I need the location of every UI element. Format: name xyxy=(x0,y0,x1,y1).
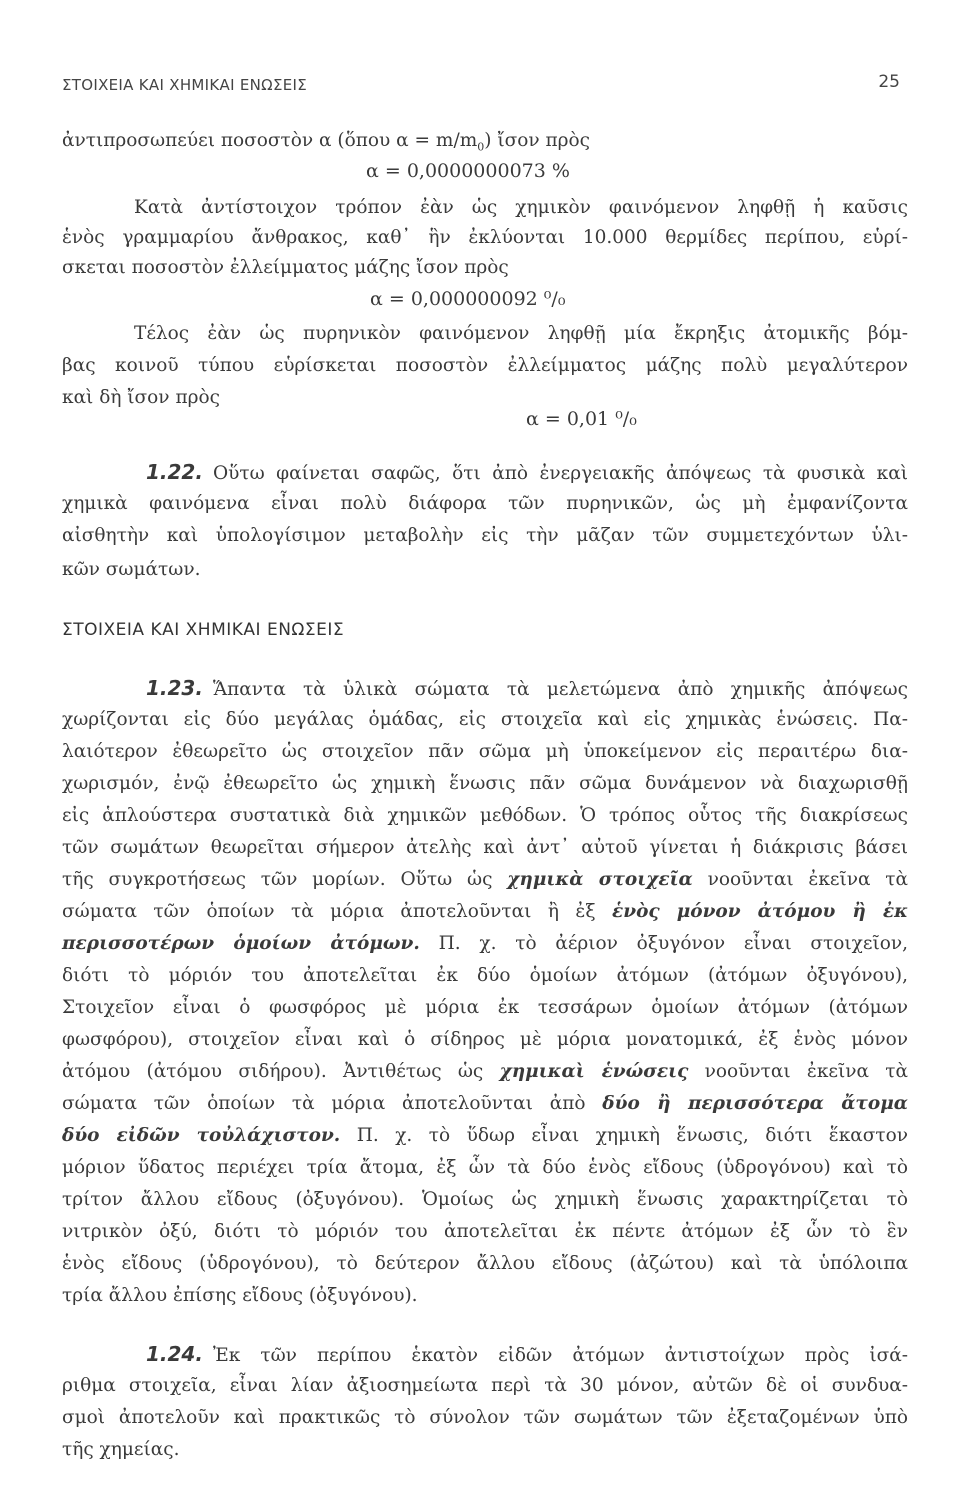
text-line: διότι τὸ μόριόν του ἀποτελεῖται ἐκ δύο ὁμοίων ἀτόμων (ἀτόμων ὀξυγόνου), xyxy=(62,965,908,986)
text-line: χωρίζονται εἰς δύο μεγάλας ὁμάδας, εἰς στοιχεῖα καὶ εἰς χημικὰς ἑνώσεις. Πα- xyxy=(62,709,908,730)
text-line: Στοιχεῖον εἶναι ὁ φωσφόρος μὲ μόρια ἐκ τεσσάρων ὁμοίων ἀτόμων (ἀτόμων xyxy=(62,997,908,1018)
text-line: ριθμα στοιχεῖα, εἶναι λίαν ἀξιοσημείωτα περὶ τὰ 30 μόνον, αὐτῶν δὲ οἱ συνδυα- xyxy=(62,1375,908,1396)
running-head: ΣΤΟΙΧΕΙΑ ΚΑΙ ΧΗΜΙΚΑΙ ΕΝΩΣΕΙΣ xyxy=(62,76,307,94)
text-line: τῆς χημείας. xyxy=(62,1439,180,1460)
formula-ratio-nuclear: α = 0,01 ⁰/₀ xyxy=(526,408,637,430)
term-chemical-compounds: χημικαὶ ἑνώσεις xyxy=(499,1061,689,1082)
text-line: νιτρικὸν ὀξύ, διότι τὸ μόριόν του ἀποτελεῖται ἐκ πέντε ἀτόμων ἐξ ὧν τὸ ἓν xyxy=(62,1221,908,1242)
section-number: 1.24. xyxy=(146,1342,203,1366)
text-line: καὶ δὴ ἴσον πρὸς xyxy=(62,387,220,408)
text-line: τῆς συγκροτήσεως τῶν μορίων. Οὕτω ὡς χημικὰ στοιχεῖα νοοῦνται ἐκεῖνα τὰ xyxy=(62,869,908,890)
page-number: 25 xyxy=(878,72,900,92)
text-line: Κατὰ ἀντίστοιχον τρόπον ἐὰν ὡς χημικὸν φαινόμενον ληφθῇ ἡ καῦσις xyxy=(134,197,908,218)
text-line: τῶν σωμάτων θεωρεῖται σήμερον ἀτελὴς καὶ ἀντ᾿ αὐτοῦ γίνεται ἡ διάκρισις βάσει xyxy=(62,837,908,858)
text-line: τρίτον ἄλλου εἴδους (ὀξυγόνου). Ὁμοίως ὡς χημικὴ ἕνωσις χαρακτηρίζεται τὸ xyxy=(62,1189,908,1210)
section-number: 1.23. xyxy=(146,676,203,700)
text-line: Τέλος ἐὰν ὡς πυρηνικὸν φαινόμενον ληφθῇ μία ἔκρηξις ἀτομικῆς βόμ- xyxy=(134,323,908,344)
text-line: λαιότερον ἐθεωρεῖτο ὡς στοιχεῖον πᾶν σῶμα μὴ ὑποκείμενον εἰς περαιτέρω δια- xyxy=(62,741,908,762)
formula-ratio-chemical: α = 0,0000000073 % xyxy=(366,160,570,182)
text-line: ἀντιπροσωπεύει ποσοστὸν α (ὅπου $\alpha = m/m_0$) ἴσον πρὸς xyxy=(62,130,591,154)
text-line: τρία ἄλλου ἐπίσης εἴδους (ὀξυγόνου). xyxy=(62,1285,418,1306)
text-line: μόριον ὕδατος περιέχει τρία ἄτομα, ἐξ ὧν τὰ δύο ἑνὸς εἴδους (ὑδρογόνου) καὶ τὸ xyxy=(62,1157,908,1178)
text-line: χημικὰ φαινόμενα εἶναι πολὺ διάφορα τῶν πυρηνικῶν, ὡς μὴ ἐμφανίζοντα xyxy=(62,493,908,514)
text-line: αἰσθητὴν καὶ ὑπολογίσιμον μεταβολὴν εἰς τὴν μᾶζαν τῶν συμμετεχόντων ὑλι- xyxy=(62,525,908,546)
paragraph-1-23-start: 1.23. Ἅπαντα τὰ ὑλικὰ σώματα τὰ μελετώμενα ἀπὸ χημικῆς ἀπόψεως xyxy=(146,676,908,700)
section-title: ΣΤΟΙΧΕΙΑ ΚΑΙ ΧΗΜΙΚΑΙ ΕΝΩΣΕΙΣ xyxy=(62,620,345,640)
text-line: ἑνὸς εἴδους (ὑδρογόνου), τὸ δεύτερον ἄλλου εἴδους (ἀζώτου) καὶ τὰ ὑπόλοιπα xyxy=(62,1253,908,1274)
term-chemical-elements: χημικὰ στοιχεῖα xyxy=(507,869,693,890)
text-line: σκεται ποσοστὸν ἐλλείμματος μάζης ἴσον πρὸς xyxy=(62,257,509,278)
text-line: χωρισμόν, ἐνῷ ἐθεωρεῖτο ὡς χημικὴ ἕνωσις πᾶν σῶμα δυνάμενον νὰ διαχωρισθῇ xyxy=(62,773,908,794)
text-line: σώματα τῶν ὁποίων τὰ μόρια ἀποτελοῦνται ἢ ἐξ ἑνὸς μόνον ἀτόμου ἢ ἐκ xyxy=(62,901,908,922)
paragraph-1-22-start: 1.22. Οὕτω φαίνεται σαφῶς, ὅτι ἀπὸ ἐνεργειακῆς ἀπόψεως τὰ φυσικὰ καὶ xyxy=(146,460,908,484)
text-line: εἰς ἁπλούστερα συστατικὰ διὰ χημικῶν μεθόδων. Ὁ τρόπος οὗτος τῆς διακρίσεως xyxy=(62,805,908,826)
text-line: περισσοτέρων ὁμοίων ἀτόμων. Π. χ. τὸ ἀέριον ὀξυγόνον εἶναι στοιχεῖον, xyxy=(62,933,908,954)
paragraph-1-24-start: 1.24. Ἐκ τῶν περίπου ἑκατὸν εἰδῶν ἀτόμων ἀντιστοίχων πρὸς ἰσά- xyxy=(146,1342,908,1366)
text-line: δύο εἰδῶν τοὐλάχιστον. Π. χ. τὸ ὕδωρ εἶναι χημικὴ ἕνωσις, διότι ἕκαστον xyxy=(62,1125,908,1146)
formula-ratio-combustion: α = 0,000000092 ⁰/₀ xyxy=(370,288,566,310)
text-line: ἑνὸς γραμμαρίου ἄνθρακος, καθ᾿ ἣν ἐκλύονται 10.000 θερμίδες περίπου, εὑρί- xyxy=(62,227,908,248)
section-number: 1.22. xyxy=(146,460,203,484)
text-line: σμοὶ ἀποτελοῦν καὶ πρακτικῶς τὸ σύνολον τῶν σωμάτων τῶν ἐξεταζομένων ὑπὸ xyxy=(62,1407,908,1428)
text-line: βας κοινοῦ τύπου εὑρίσκεται ποσοστὸν ἐλλείμματος μάζης πολὺ μεγαλύτερον xyxy=(62,355,908,376)
text-line: κῶν σωμάτων. xyxy=(62,559,201,580)
text-line: φωσφόρου), στοιχεῖον εἶναι καὶ ὁ σίδηρος μὲ μόρια μονατομικά, ἐξ ἑνὸς μόνον xyxy=(62,1029,908,1050)
text-line: σώματα τῶν ὁποίων τὰ μόρια ἀποτελοῦνται ἀπὸ δύο ἢ περισσότερα ἄτομα xyxy=(62,1093,908,1114)
text-line: ἀτόμου (ἀτόμου σιδήρου). Ἀντιθέτως ὡς χημικαὶ ἑνώσεις νοοῦνται ἐκεῖνα τὰ xyxy=(62,1061,909,1082)
